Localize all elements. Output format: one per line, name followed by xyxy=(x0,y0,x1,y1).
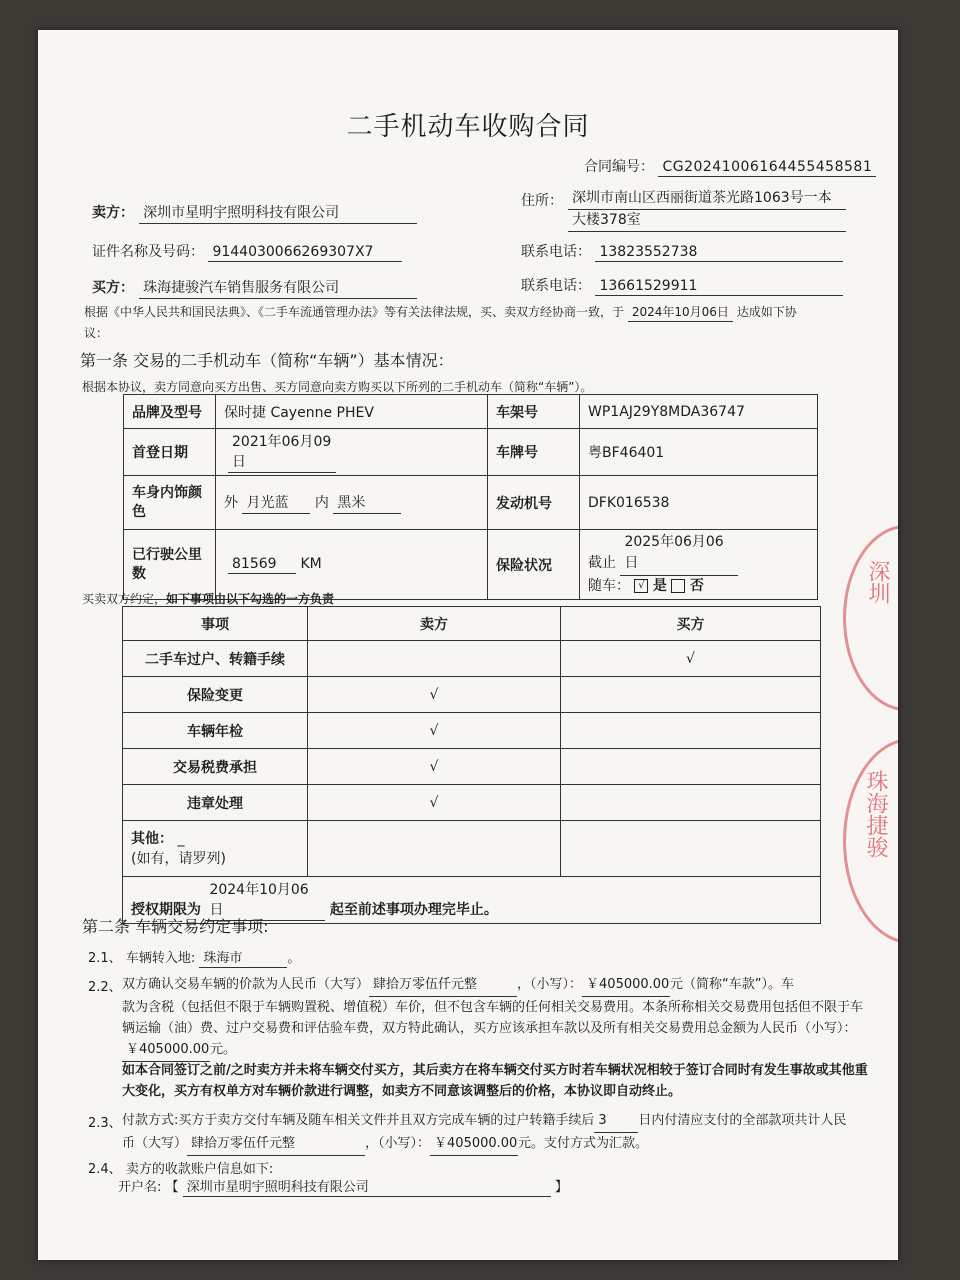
matter-other-value: _ xyxy=(177,830,185,847)
clause-2-3-num: 2.3、 xyxy=(88,1116,122,1131)
matter-buyer-check[interactable] xyxy=(561,785,821,821)
clause-2-4-text: 卖方的收款账户信息如下: xyxy=(125,1162,274,1177)
brand-value: 保时捷 Cayenne PHEV xyxy=(216,395,488,429)
buyer-label: 买方： xyxy=(92,280,134,296)
int-prefix: 内 xyxy=(314,494,329,511)
clause-2-1 xyxy=(88,947,300,968)
address-label: 住所： xyxy=(521,193,563,209)
buyer-row xyxy=(92,277,417,299)
vehicle-table xyxy=(123,394,818,600)
agreement-intro-text1: 买卖双方约定， xyxy=(82,592,167,606)
agreement-intro xyxy=(82,590,334,607)
clause-2-2-big: 肆拾万零伍仟元整 xyxy=(369,974,517,997)
clause-2-4-num: 2.4、 xyxy=(88,1162,122,1177)
clause-2-2-b: ，（小写）： xyxy=(517,977,583,992)
intro-text1: 根据《中华人民共和国民法典》、《二手车流通管理办法》等有关法律法规，买、卖双方经协商一致，于 xyxy=(84,305,625,319)
matters-header-seller: 卖方 xyxy=(308,607,561,641)
buyer-phone-label: 联系电话： xyxy=(521,278,591,294)
intro-line2: 议： xyxy=(84,326,109,340)
contract-paper xyxy=(38,30,898,1260)
seller-phone-label: 联系电话： xyxy=(521,244,591,260)
matter-buyer-check[interactable]: √ xyxy=(561,641,821,677)
clause-2-2-total: ￥405000.00 xyxy=(122,1039,210,1062)
seller-phone-row xyxy=(521,241,843,262)
intro-line1 xyxy=(84,303,797,322)
seller-value: 深圳市星明宇照明科技有限公司 xyxy=(139,202,417,224)
contract-title: 二手机动车收购合同 xyxy=(346,112,590,142)
matter-buyer-check[interactable] xyxy=(561,677,821,713)
clause-2-1-text: 车辆转入地: xyxy=(125,951,196,966)
clause-2-2-small: ￥405000.00 xyxy=(582,974,670,997)
auth-date: 2024年10月06日 xyxy=(205,879,325,921)
matter-buyer-check[interactable] xyxy=(561,713,821,749)
buyer-phone-row xyxy=(521,275,843,296)
account-bracket-close: 】 xyxy=(554,1180,568,1195)
clause-2-2-end: 元。 xyxy=(210,1042,237,1057)
matter-item: 车辆年检 xyxy=(123,713,308,749)
account-value: 深圳市星明宇照明科技有限公司 xyxy=(183,1176,551,1197)
clause-2-2-a: 双方确认交易车辆的价款为人民币（大写） xyxy=(122,977,370,992)
matter-buyer-check[interactable] xyxy=(561,749,821,785)
clause-2-2-c: 元（简称“车款”）。车 xyxy=(670,977,795,992)
seller-phone-value: 13823552738 xyxy=(595,244,843,262)
matter-item: 交易税费承担 xyxy=(123,749,308,785)
matter-other-seller xyxy=(308,821,561,877)
mileage-unit: KM xyxy=(300,555,322,572)
intro-text2: 达成如下协 xyxy=(736,305,797,319)
buyer-phone-value: 13661529911 xyxy=(595,278,843,296)
clause-2-3-d: ，（小写）： xyxy=(365,1136,431,1151)
matter-item: 违章处理 xyxy=(123,785,308,821)
matters-header-item: 事项 xyxy=(123,607,308,641)
matters-header-buyer: 买方 xyxy=(561,607,821,641)
matter-seller-check[interactable]: √ xyxy=(308,749,561,785)
seller-label: 卖方： xyxy=(92,205,134,221)
matter-seller-check[interactable] xyxy=(308,641,561,677)
seal-stamp-2-text: 珠海捷骏 xyxy=(863,770,888,858)
plate-value: 粤BF46401 xyxy=(580,429,818,476)
matter-seller-check[interactable]: √ xyxy=(308,785,561,821)
ins-prefix: 截止 xyxy=(588,555,616,571)
address-line2: 大楼378室 xyxy=(568,210,846,232)
matter-seller-check[interactable]: √ xyxy=(308,713,561,749)
article1-desc: 根据本协议，卖方同意向买方出售、买方同意向卖方购买以下所列的二手机动车（简称“车辆”）。 xyxy=(82,380,593,394)
contract-number-value: CG20241006164455458581 xyxy=(658,159,876,177)
article2-heading: 第二条 车辆交易约定事项: xyxy=(82,917,269,936)
ins-no-label: 否 xyxy=(689,578,704,594)
vin-value: WP1AJ29Y8MDA36747 xyxy=(580,395,818,429)
clause-2-3 xyxy=(122,1110,882,1156)
int-color: 黑米 xyxy=(333,492,401,514)
clause-2-2-line3: 辆运输（油）费、过户交易费和评估验车费，双方特此确认，买方应该承担车款以及所有相关交易费用总金额为人民币（小写）： xyxy=(122,1021,857,1036)
reg-label: 首登日期 xyxy=(124,429,216,476)
matters-table xyxy=(122,606,821,924)
account-row xyxy=(118,1176,568,1197)
matter-other-buyer xyxy=(561,821,821,877)
clause-2-1-end: 。 xyxy=(287,951,301,966)
clause-2-2 xyxy=(122,974,872,1062)
buyer-value: 珠海捷骏汽车销售服务有限公司 xyxy=(139,277,417,299)
ins-label: 保险状况 xyxy=(488,530,580,600)
plate-label: 车牌号 xyxy=(488,429,580,476)
ins-yes-label: 是 xyxy=(652,578,667,594)
address-line1: 深圳市南山区西丽街道茶光路1063号一本 xyxy=(568,188,846,210)
engine-value: DFK016538 xyxy=(580,476,818,530)
clause-2-3-days: 3 xyxy=(594,1110,638,1133)
address-value xyxy=(568,188,846,232)
mileage-value: 81569 xyxy=(228,556,296,574)
clause-2-3-big: 肆拾万零伍仟元整 xyxy=(187,1133,365,1156)
vin-label: 车架号 xyxy=(488,395,580,429)
clause-2-3-b: 日内付清应支付的全部款项共计人民 xyxy=(638,1113,847,1128)
matter-other-label-cell xyxy=(123,821,308,877)
clause-2-4 xyxy=(88,1158,273,1177)
reg-cell xyxy=(216,429,488,476)
clause-2-3-c: 币（大写） xyxy=(122,1136,188,1151)
mileage-label: 已行驶公里数 xyxy=(124,530,216,600)
agreement-intro-text2: 如下事项由以下勾选的一方负责 xyxy=(166,592,335,606)
matter-other-label: 其他： xyxy=(131,830,173,847)
ins-date: 2025年06月06日 xyxy=(620,532,738,576)
auth-label: 授权期限为 xyxy=(131,902,201,918)
clause-2-2-num: 2.2、 xyxy=(88,980,122,995)
brand-label: 品牌及型号 xyxy=(124,395,216,429)
clause-2-2-line2: 款为含税（包括但不限于车辆购置税、增值税）车价，但不包含车辆的任何相关交易费用。本条所称相关交易费用包括但不限于车 xyxy=(122,1000,864,1015)
clause-2-1-num: 2.1、 xyxy=(88,951,122,966)
matter-item: 保险变更 xyxy=(123,677,308,713)
matter-other-note: (如有，请罗列) xyxy=(131,850,226,867)
color-label: 车身内饰颜色 xyxy=(124,476,216,530)
account-label: 开户名: xyxy=(118,1180,162,1195)
matter-seller-check[interactable]: √ xyxy=(308,677,561,713)
seal-stamp-1 xyxy=(843,525,898,711)
bold-notice-line2: 大变化，买方有权单方对车辆价款进行调整，如卖方不同意该调整后的价格，本协议即自动终止。 xyxy=(122,1084,682,1099)
engine-label: 发动机号 xyxy=(488,476,580,530)
ins-cell xyxy=(580,530,818,600)
clause-2-3-small: ￥405000.00 xyxy=(430,1133,518,1156)
bold-notice-line1: 如本合同签订之前/之时卖方并未将车辆交付买方，其后卖方在将车辆交付买方时若车辆状况相较于签订合同时有发生事故或其他重 xyxy=(122,1063,868,1078)
cert-label: 证件名称及号码： xyxy=(92,244,204,260)
ins-no-checkbox[interactable] xyxy=(671,579,685,593)
ins-with-label: 随车： xyxy=(588,578,630,594)
matter-item: 二手车过户、转籍手续 xyxy=(123,641,308,677)
color-cell xyxy=(216,476,488,530)
clause-bold-notice xyxy=(122,1060,882,1102)
clause-2-3-e: 元。支付方式为汇款。 xyxy=(518,1136,649,1151)
article1-heading: 第一条 交易的二手机动车（简称“车辆”）基本情况： xyxy=(80,351,454,370)
clause-2-3-a: 付款方式:买方于卖方交付车辆及随车相关文件并且双方完成车辆的过户转籍手续后 xyxy=(122,1113,595,1128)
cert-row xyxy=(92,241,402,262)
seal-stamp-1-text: 深圳 xyxy=(865,560,890,604)
cert-value: 9144030066269307X7 xyxy=(208,244,402,262)
contract-number xyxy=(584,156,876,177)
ext-color: 月光蓝 xyxy=(242,492,310,514)
reg-value: 2021年06月09日 xyxy=(228,431,336,473)
ext-prefix: 外 xyxy=(224,494,238,511)
ins-yes-checkbox[interactable]: √ xyxy=(634,579,648,593)
auth-tail: 起至前述事项办理完毕止。 xyxy=(329,902,498,918)
intro-date: 2024年10月06日 xyxy=(628,303,733,322)
clause-2-1-value: 珠海市 xyxy=(199,947,287,968)
mileage-cell xyxy=(216,530,488,600)
contract-number-label: 合同编号： xyxy=(584,159,654,175)
account-bracket-open: 【 xyxy=(165,1180,179,1195)
seller-row xyxy=(92,202,417,224)
